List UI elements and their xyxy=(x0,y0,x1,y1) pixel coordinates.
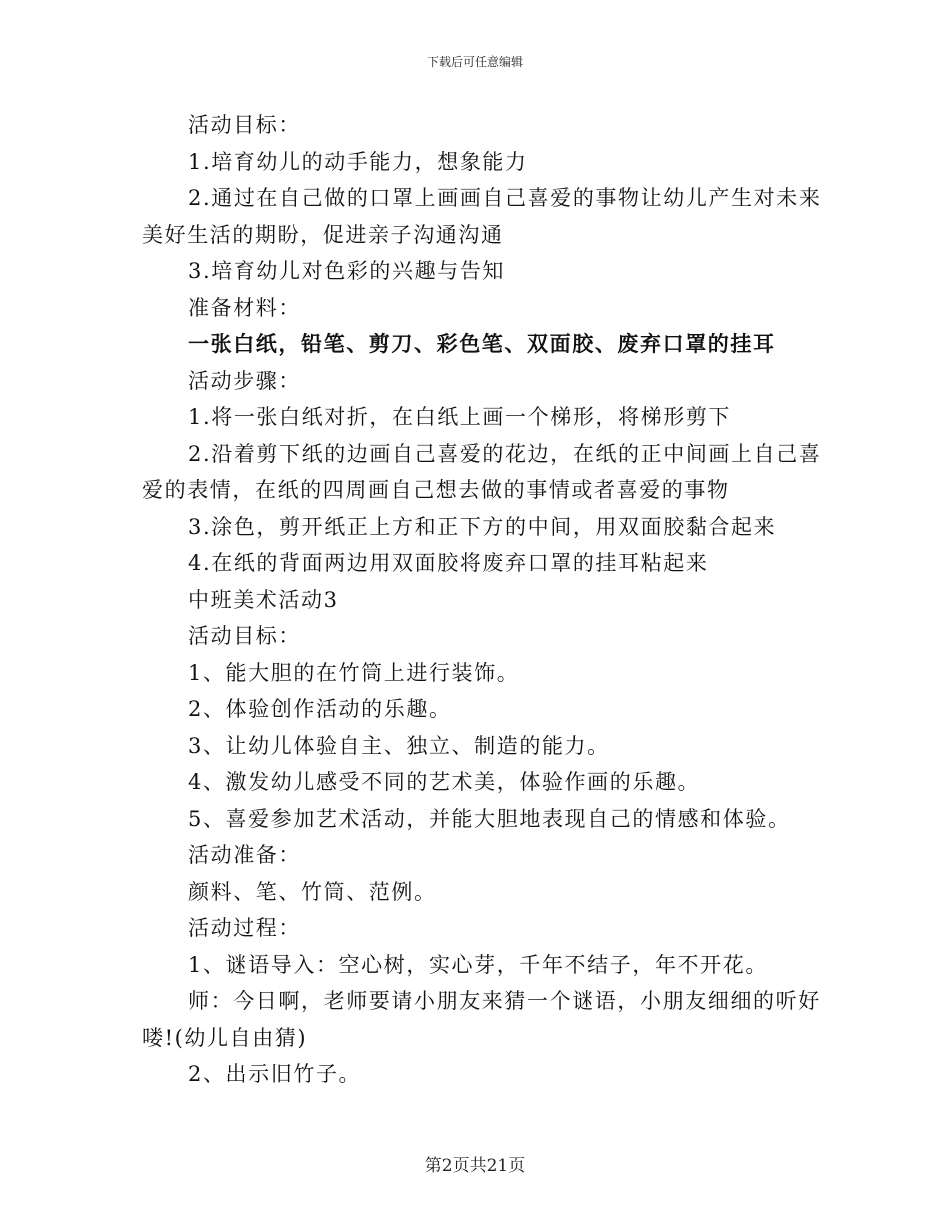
page-header: 下载后可任意编辑 xyxy=(426,55,523,69)
page-footer: 第2页共21页 xyxy=(424,1156,526,1176)
text-line: 2、出示旧竹子。 xyxy=(188,1062,362,1086)
text-line: 活动步骤： xyxy=(188,368,301,393)
text-line: 活动准备： xyxy=(188,843,301,867)
text-line: 1.将一张白纸对折，在白纸上画一个梯形，将梯形剪下 xyxy=(188,405,732,429)
text-line: 2、体验创作活动的乐趣。 xyxy=(188,697,452,721)
text-line: 1、能大胆的在竹筒上进行装饰。 xyxy=(188,660,520,685)
text-line: 1、谜语导入：空心树，实心芽，千年不结子，年不开花。 xyxy=(188,952,768,977)
text-line: 2.沿着剪下纸的边画自己喜爱的花边，在纸的正中间画上自己喜 xyxy=(188,441,822,466)
text-line: 颜料、笔、竹筒、范例。 xyxy=(188,879,437,904)
text-line: 3.培育幼儿对色彩的兴趣与告知 xyxy=(188,259,506,283)
text-line: 喽!(幼儿自由猜) xyxy=(142,1025,308,1050)
text-line: 美好生活的期盼，促进亲子沟通沟通 xyxy=(142,222,504,247)
text-line: 4.在纸的背面两边用双面胶将废弃口罩的挂耳粘起来 xyxy=(188,551,709,575)
text-line: 一张白纸，铅笔、剪刀、彩色笔、双面胶、废弃口罩的挂耳 xyxy=(188,331,776,356)
text-line: 活动过程： xyxy=(188,916,301,940)
text-line: 4、激发幼儿感受不同的艺术美，体验作画的乐趣。 xyxy=(188,770,701,794)
text-line: 中班美术活动3 xyxy=(188,587,339,612)
text-line: 师：今日啊，老师要请小朋友来猜一个谜语，小朋友细细的听好 xyxy=(188,989,821,1013)
text-line: 爱的表情，在纸的四周画自己想去做的事情或者喜爱的事物 xyxy=(142,478,730,502)
text-line: 1.培育幼儿的动手能力，想象能力 xyxy=(188,149,528,174)
text-line: 5、喜爱参加艺术活动，并能大胆地表现自己的情感和体验。 xyxy=(188,806,791,831)
text-line: 活动目标： xyxy=(188,113,301,137)
text-line: 活动目标： xyxy=(188,624,301,648)
document-body xyxy=(142,107,822,1093)
text-line: 3、让幼儿体验自主、独立、制造的能力。 xyxy=(188,733,610,758)
text-line: 3.涂色，剪开纸正上方和正下方的中间，用双面胶黏合起来 xyxy=(188,514,777,539)
text-line: 2.通过在自己做的口罩上画画自己喜爱的事物让幼儿产生对未来 xyxy=(188,186,822,210)
text-line: 准备材料： xyxy=(188,295,301,320)
